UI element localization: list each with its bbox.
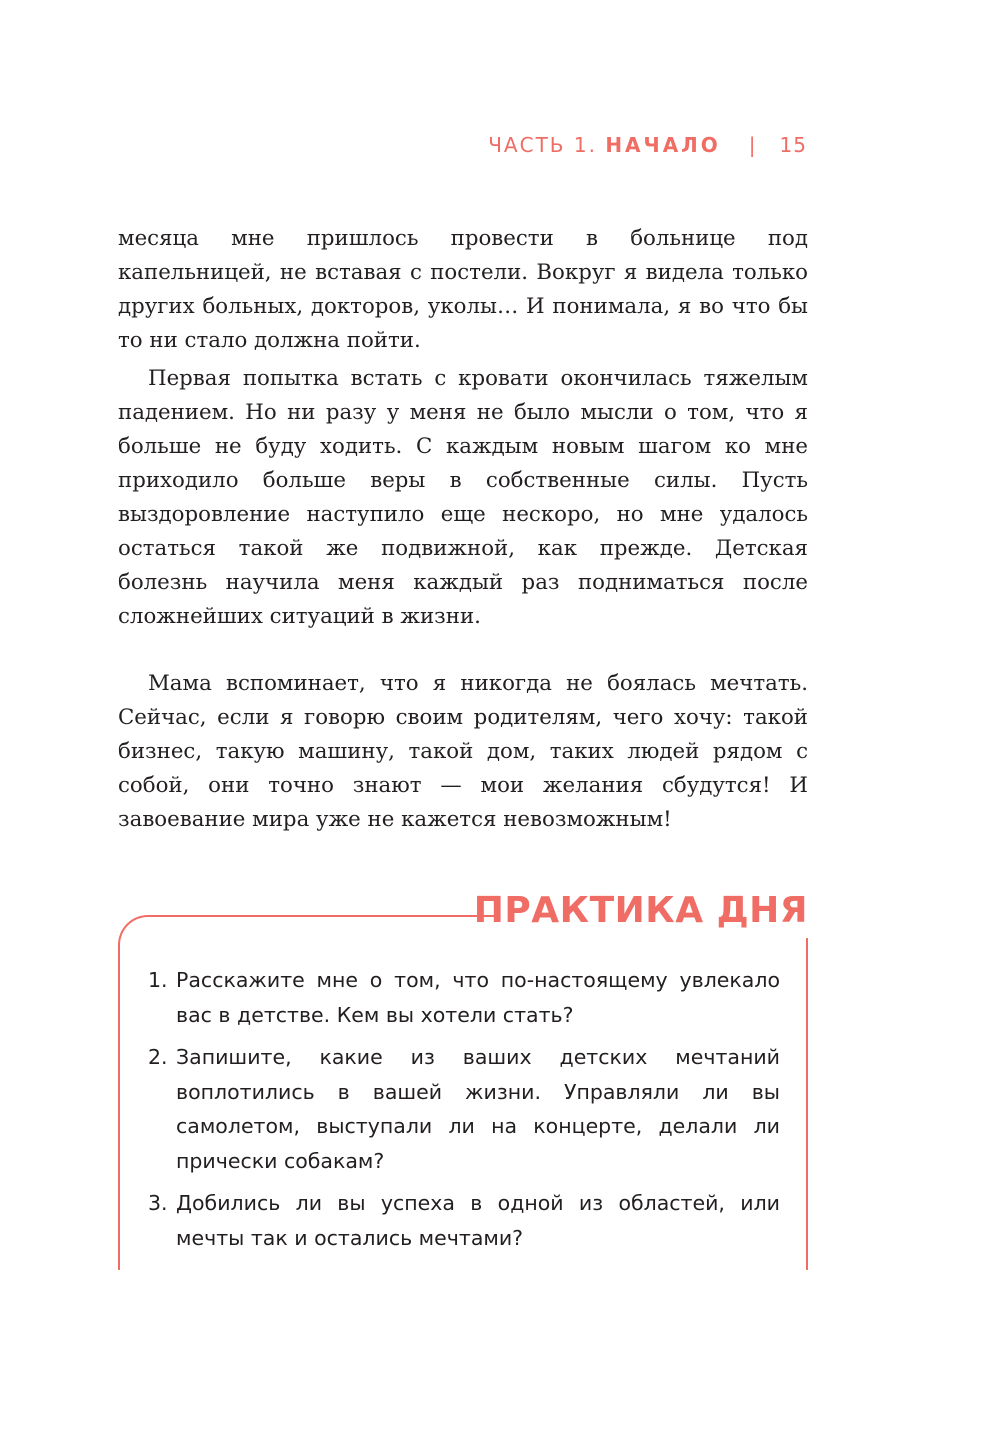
list-item <box>148 963 780 1032</box>
item-number: 1. <box>148 968 168 992</box>
header-separator: | <box>748 133 758 157</box>
page-number: 15 <box>779 133 807 157</box>
paragraph: Первая попытка встать с кровати окончилась тяжелым падением. Но ни разу у меня не было мысли о том, что я больше не буду ходить. С каждым новым шагом ко мне приходило больше веры в собственные силы. Пусть выздоровление наступило еще нескоро, но мне удалось остаться такой же подвижной, как прежде. Детская болезнь научила меня каждый раз подниматься после сложнейших ситуаций в жизни. <box>118 366 808 629</box>
item-text: Запишите, какие из ваших детских мечтаний воплотились в вашей жизни. Управляли ли вы самолетом, выступали ли на концерте, делали ли прически собакам? <box>176 1045 780 1173</box>
paragraph: месяца мне пришлось провести в больнице под капельницей, не вставая с постели. Вокруг я видела только других больных, докторов, уколы… И понимала, я во что бы то ни стало должна пойти. <box>118 226 808 353</box>
part-label: ЧАСТЬ 1. <box>488 133 597 157</box>
practice-frame-right <box>806 938 808 1270</box>
item-text: Добились ли вы успеха в одной из областей, или мечты так и остались мечтами? <box>176 1191 780 1250</box>
paragraph: Мама вспоминает, что я никогда не боялась мечтать. Сейчас, если я говорю своим родителям, чего хочу: такой бизнес, такую машину, такой дом, таких людей рядом с собой, они точно знают — мои желания сбудутся! И завоевание мира уже не кажется невозможным! <box>118 671 808 832</box>
practice-box <box>118 890 808 1270</box>
running-header <box>488 133 807 157</box>
practice-list <box>148 963 780 1263</box>
chapter-title: НАЧАЛО <box>605 133 721 157</box>
practice-title: ПРАКТИКА ДНЯ <box>473 890 808 931</box>
item-text: Расскажите мне о том, что по-настоящему увлекало вас в детстве. Кем вы хотели стать? <box>176 968 780 1027</box>
body-text-block <box>118 663 808 837</box>
list-item <box>148 1186 780 1255</box>
body-text-block <box>118 222 808 634</box>
list-item <box>148 1040 780 1178</box>
item-number: 3. <box>148 1191 168 1215</box>
item-number: 2. <box>148 1045 168 1069</box>
